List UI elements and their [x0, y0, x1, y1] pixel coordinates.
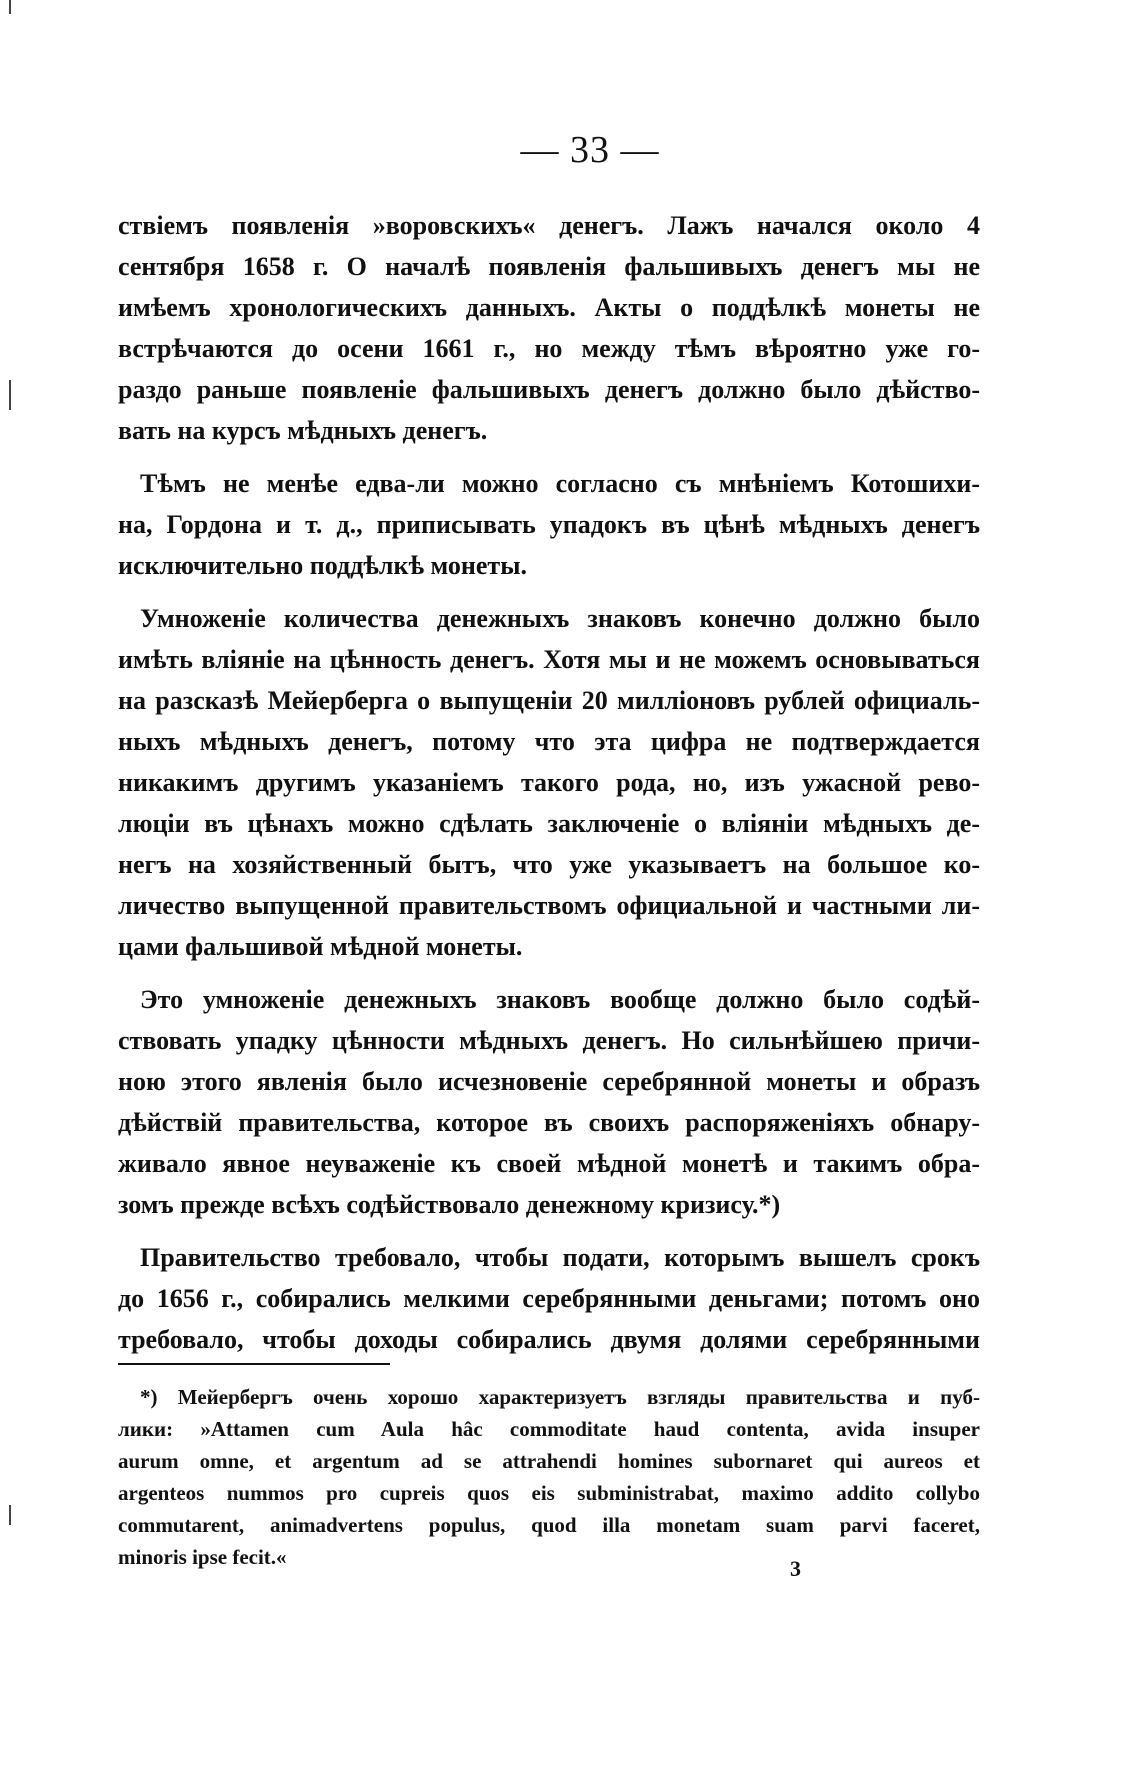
text-line: Это умноженіе денежныхъ знаковъ вообще должно было содѣй- [140, 985, 980, 1014]
footnote-rule [118, 1363, 390, 1365]
text-line: живало явное неуваженіе къ своей мѣдной монетѣ и такимъ обра- [118, 1149, 980, 1178]
text-line: ствіемъ появленія »воровскихъ« денегъ. Лажъ начался около 4 [118, 211, 980, 240]
paragraph [118, 598, 980, 967]
footnote-line: argenteos nummos pro cupreis quos eis subministrabat, maximo addito collybo [118, 1481, 980, 1505]
text-line: требовало, чтобы доходы собирались двумя долями серебрянными [118, 1325, 980, 1354]
text-line: сентября 1658 г. О началѣ появленія фальшивыхъ денегъ мы не [118, 252, 980, 281]
text-line: встрѣчаются до осени 1661 г., но между тѣмъ вѣроятно уже го- [118, 334, 980, 363]
text-line: вать на курсъ мѣдныхъ денегъ. [118, 416, 488, 445]
text-line: ныхъ мѣдныхъ денегъ, потому что эта цифра не подтверждается [118, 727, 980, 756]
footnote-line: commutarent, animadvertens populus, quod illa monetam suam parvi faceret, [118, 1513, 980, 1537]
paragraph [118, 205, 980, 451]
text-line: Правительство требовало, чтобы подати, которымъ вышелъ срокъ [140, 1243, 980, 1272]
margin-mark [9, 0, 11, 14]
signature-mark: 3 [790, 1556, 801, 1581]
paragraph [118, 463, 980, 586]
page-number: — 33 — [520, 129, 660, 171]
text-line: личество выпущенной правительствомъ официальной и частными ли- [118, 891, 980, 920]
footnote-line: aurum omne, et argentum ad se attrahendi homines subornaret qui aureos et [118, 1449, 980, 1473]
text-line: цами фальшивой мѣдной монеты. [118, 932, 523, 961]
text-line: ствовать упадку цѣнности мѣдныхъ денегъ. Но сильнѣйшею причи- [118, 1026, 980, 1055]
text-line: на разсказѣ Мейерберга о выпущеніи 20 милліоновъ рублей официаль- [118, 686, 980, 715]
margin-mark [9, 380, 11, 410]
paragraph [118, 979, 980, 1225]
footnote-line: лики: »Attamen cum Aula hâc commoditate haud contenta, avida insuper [118, 1417, 980, 1441]
paragraph [118, 1237, 980, 1360]
text-line: раздо раньше появленіе фальшивыхъ денегъ должно было дѣйство- [118, 375, 980, 404]
footnote [118, 1381, 980, 1573]
footnote-line: minoris ipse fecit.« [118, 1545, 287, 1569]
footnote-line: *) Мейербергъ очень хорошо характеризуетъ взгляды правительства и пуб- [140, 1385, 980, 1409]
text-line: никакимъ другимъ указаніемъ такого рода, но, изъ ужасной рево- [118, 768, 980, 797]
margin-mark [9, 1505, 11, 1525]
text-line: негъ на хозяйственный бытъ, что уже указываетъ на большое ко- [118, 850, 980, 879]
text-line: до 1656 г., собирались мелкими серебрянными деньгами; потомъ оно [118, 1284, 980, 1313]
text-line: исключительно поддѣлкѣ монеты. [118, 551, 528, 580]
text-line: ною этого явленія было исчезновеніе серебрянной монеты и образъ [118, 1067, 980, 1096]
text-line: люціи въ цѣнахъ можно сдѣлать заключеніе о вліяніи мѣдныхъ де- [118, 809, 980, 838]
text-line: зомъ прежде всѣхъ содѣйствовало денежному кризису.*) [118, 1190, 781, 1219]
text-line: на, Гордона и т. д., приписывать упадокъ въ цѣнѣ мѣдныхъ денегъ [118, 510, 980, 539]
text-line: имѣемъ хронологическихъ данныхъ. Акты о поддѣлкѣ монеты не [118, 293, 980, 322]
text-line: Тѣмъ не менѣе едва-ли можно согласно съ мнѣніемъ Котошихи- [140, 469, 980, 498]
text-line: Умноженіе количества денежныхъ знаковъ конечно должно было [140, 604, 980, 633]
body-text [118, 205, 980, 1372]
text-line: дѣйствій правительства, которое въ своихъ распоряженіяхъ обнару- [118, 1108, 980, 1137]
text-line: имѣть вліяніе на цѣнность денегъ. Хотя мы и не можемъ основываться [118, 645, 980, 674]
